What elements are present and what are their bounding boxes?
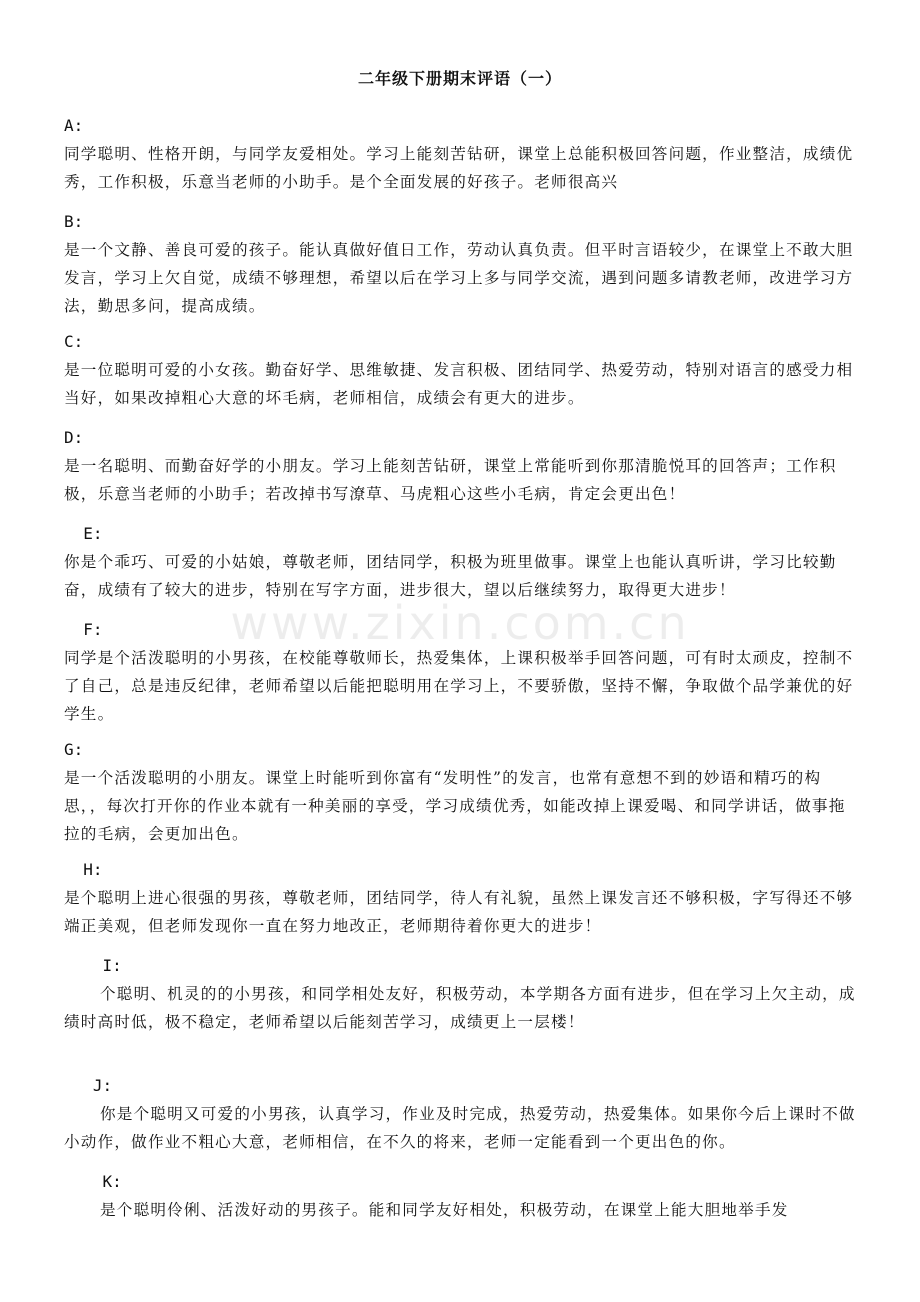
comment-section-k xyxy=(64,1172,860,1224)
section-label: I: xyxy=(64,956,122,975)
comment-section-i xyxy=(64,956,860,1036)
comment-section-c xyxy=(64,332,860,412)
section-text: 同学是个活泼聪明的小男孩，在校能尊敬师长，热爱集体，上课积极举手回答问题，可有时太顽皮，控制不了自己，总是违反纪律，老师希望以后能把聪明用在学习上，不要骄傲，坚持不懈，争取做个品学兼优的好学生。 xyxy=(64,649,854,723)
comment-section-j xyxy=(64,1076,860,1156)
comment-section-a xyxy=(64,116,860,196)
section-label: E: xyxy=(64,524,103,543)
section-label: D: xyxy=(64,428,84,447)
watermark: www.zixin.com.cn xyxy=(230,596,690,650)
section-label: C: xyxy=(64,332,84,351)
section-text: 你是个聪明又可爱的小男孩，认真学习，作业及时完成，热爱劳动，热爱集体。如果你今后上课时不做小动作，做作业不粗心大意，老师相信，在不久的将来，老师一定能看到一个更出色的你。 xyxy=(64,1105,856,1151)
comment-section-b xyxy=(64,212,860,320)
section-text: 是一名聪明、而勤奋好学的小朋友。学习上能刻苦钻研，课堂上常能听到你那清脆悦耳的回答声；工作积极，乐意当老师的小助手；若改掉书写潦草、马虎粗心这些小毛病，肯定会更出色！ xyxy=(64,457,837,503)
comment-section-e xyxy=(64,524,860,604)
section-text: 是个聪明伶俐、活泼好动的男孩子。能和同学友好相处，积极劳动，在课堂上能大胆地举手发 xyxy=(100,1201,789,1219)
section-label: G: xyxy=(64,740,84,759)
section-label: B: xyxy=(64,212,84,231)
section-label: F: xyxy=(64,620,103,639)
section-label: A: xyxy=(64,116,84,135)
comment-section-g xyxy=(64,740,860,848)
section-text: 是一个活泼聪明的小朋友。课堂上时能听到你富有“发明性”的发言，也常有意想不到的妙语和精巧的构思，，每次打开你的作业本就有一种美丽的享受，学习成绩优秀，如能改掉上课爱喝、和同学讲话，做事拖拉的毛病，会更加出色。 xyxy=(64,769,846,843)
comment-section-f xyxy=(64,620,860,728)
comment-section-h xyxy=(64,860,860,940)
section-label: J: xyxy=(64,1076,113,1095)
section-label: H: xyxy=(64,860,103,879)
comment-section-d xyxy=(64,428,860,508)
section-text: 同学聪明、性格开朗，与同学友爱相处。学习上能刻苦钻研，课堂上总能积极回答问题，作业整洁，成绩优秀，工作积极，乐意当老师的小助手。是个全面发展的好孩子。老师很高兴 xyxy=(64,145,854,191)
page-title: 二年级下册期末评语（一） xyxy=(357,69,562,88)
section-text: 是个聪明上进心很强的男孩，尊敬老师，团结同学，待人有礼貌，虽然上课发言还不够积极，字写得还不够端正美观，但老师发现你一直在努力地改正，老师期待着你更大的进步！ xyxy=(64,889,854,935)
section-text: 个聪明、机灵的的小男孩，和同学相处友好，积极劳动，本学期各方面有进步，但在学习上欠主动，成绩时高时低，极不稳定，老师希望以后能刻苦学习，成绩更上一层楼！ xyxy=(64,985,856,1031)
section-text: 是一个文静、善良可爱的孩子。能认真做好值日工作，劳动认真负责。但平时言语较少，在课堂上不敢大胆发言，学习上欠自觉，成绩不够理想，希望以后在学习上多与同学交流，遇到问题多请教老师，改进学习方法，勤思多问，提高成绩。 xyxy=(64,241,854,315)
section-label: K: xyxy=(64,1172,122,1191)
section-text: 是一位聪明可爱的小女孩。勤奋好学、思维敏捷、发言积极、团结同学、热爱劳动，特别对语言的感受力相当好，如果改掉粗心大意的坏毛病，老师相信，成绩会有更大的进步。 xyxy=(64,361,854,407)
section-text: 你是个乖巧、可爱的小姑娘，尊敬老师，团结同学，积极为班里做事。课堂上也能认真听讲，学习比较勤奋，成绩有了较大的进步，特别在写字方面，进步很大，望以后继续努力，取得更大进步！ xyxy=(64,553,837,599)
